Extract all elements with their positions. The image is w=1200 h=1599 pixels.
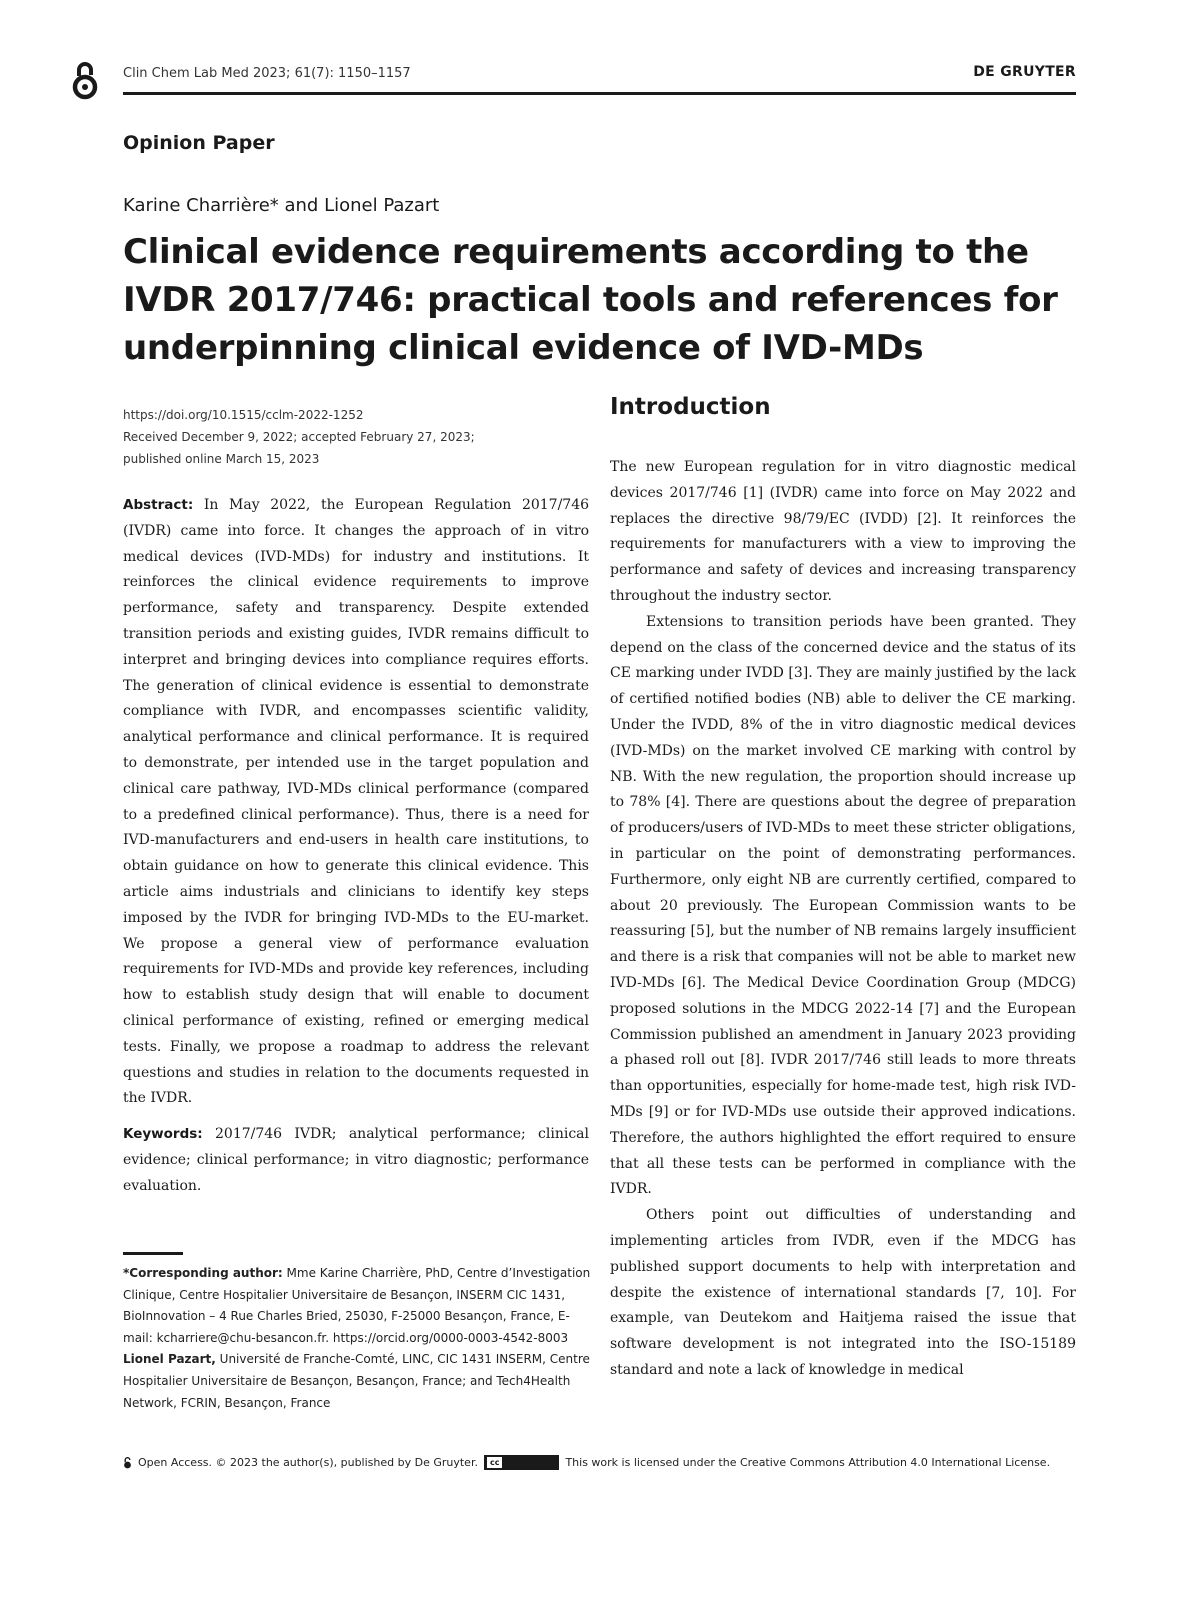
cc-badge-label: cc	[487, 1457, 502, 1468]
lock-open-icon	[123, 1457, 132, 1469]
abstract	[123, 493, 589, 1112]
abstract-text: In May 2022, the European Regulation 2017/746 (IVDR) came into force. It changes the approach of in vitro medical devices (IVD-MDs) for industry and institutions. It reinforces the clinical evidence requirements to improve performance, safety and transparency. Despite extended transition periods and existing guides, IVDR remains difficult to interpret and bringing devices into compliance requires efforts. The generation of clinical evidence is essential to demonstrate compliance with IVDR, and encompasses scientific validity, analytical performance and clinical performance. It is required to demonstrate, per intended use in the target population and clinical care pathway, IVD-MDs clinical performance (compared to a predefined clinical performance). Thus, there is a need for IVD-manufacturers and end-users in health care institutions, to obtain guidance on how to generate this clinical evidence. This article aims industrials and clinicians to identify key steps imposed by the IVDR for bringing IVD-MDs to the EU-market. We propose a general view of performance evaluation requirements for IVD-MDs and provide key references, including how to establish study design that will enable to document clinical performance of existing, refined or emerging medical tests. Finally, we propose a roadmap to address the relevant questions and studies in relation to the documents requested in the IVDR.	[123, 497, 590, 1107]
second-author-note	[123, 1349, 593, 1414]
corresponding-author-note	[123, 1263, 593, 1349]
keywords-text: 2017/746 IVDR; analytical performance; clinical evidence; clinical performance; in vitro diagnostic; performance evaluation.	[123, 1126, 590, 1194]
license-statement: This work is licensed under the Creative Commons Attribution 4.0 International License.	[565, 1456, 1051, 1469]
received-dates: Received December 9, 2022; accepted February 27, 2023;	[123, 430, 475, 444]
license-footer	[123, 1455, 1050, 1470]
corresponding-author-details: Mme Karine Charrière, PhD, Centre d’Investigation Clinique, Centre Hospitalier Universitaire de Besançon, INSERM CIC 1431, BioInnovation – 4 Rue Charles Bried, 25030, F-25000 Besançon, France, E-mail: kcharriere@chu-besancon.fr. https://orcid.org/0000-0003-4542-8003	[123, 1266, 591, 1345]
journal-citation: Clin Chem Lab Med 2023; 61(7): 1150–1157	[123, 66, 411, 81]
open-access-icon	[70, 62, 100, 100]
cc-badge-bar	[502, 1456, 558, 1469]
footnote-rule	[123, 1252, 183, 1255]
published-date: published online March 15, 2023	[123, 452, 320, 466]
keywords	[123, 1122, 589, 1199]
header-rule	[123, 92, 1076, 95]
article-meta	[123, 404, 475, 470]
intro-paragraph-3: Others point out difficulties of understanding and implementing articles from IVDR, even if the MDCG has published support documents to help with interpretation and despite the existence of international standards [7, 10]. For example, van Deutekom and Haitjema raised the issue that software development is not integrated into the ISO-15189 standard and note a lack of knowledge in medical	[610, 1207, 1076, 1378]
open-access-statement: Open Access. © 2023 the author(s), published by De Gruyter.	[138, 1456, 478, 1469]
publisher-logo: DE GRUYTER	[973, 64, 1076, 80]
corresponding-author-label: *Corresponding author:	[123, 1266, 283, 1280]
right-column	[610, 455, 1076, 1384]
intro-paragraph-2: Extensions to transition periods have been granted. They depend on the class of the concerned device and the status of its CE marking under IVDD [3]. They are mainly justified by the lack of certified notified bodies (NB) able to deliver the CE marking. Under the IVDD, 8% of the in vitro diagnostic medical devices (IVD-MDs) on the market involved CE marking with control by NB. With the new regulation, the proportion should increase up to 78% [4]. There are questions about the degree of preparation of producers/users of IVD-MDs to meet these stricter obligations, in particular on the point of demonstrating performances. Furthermore, only eight NB are currently certified, compared to about 20 previously. The European Commission wants to be reassuring [5], but the number of NB remains largely insufficient and there is a risk that companies will not be able to market new IVD-MDs [6]. The Medical Device Coordination Group (MDCG) proposed solutions in the MDCG 2022-14 [7] and the European Commission published an amendment in January 2023 providing a phased roll out [8]. IVDR 2017/746 still leads to more threats than opportunities, especially for home-made test, high risk IVD-MDs [9] or for IVD-MDs use outside their approved indications. Therefore, the authors highlighted the effort required to ensure that all these tests can be performed in compliance with the IVDR.	[610, 613, 1076, 1198]
second-author-label: Lionel Pazart,	[123, 1352, 216, 1367]
intro-paragraph-1: The new European regulation for in vitro diagnostic medical devices 2017/746 [1] (IVDR) came into force on May 2022 and replaces the directive 98/79/EC (IVDD) [2]. It reinforces the requirements for manufacturers with a view to improving the performance and safety of devices and increasing transparency throughout the industry sector.	[610, 459, 1076, 604]
doi-link[interactable]: https://doi.org/10.1515/cclm-2022-1252	[123, 408, 364, 422]
author-list: Karine Charrière* and Lionel Pazart	[123, 195, 440, 216]
introduction-heading: Introduction	[610, 394, 771, 420]
paper-title: Clinical evidence requirements according to the IVDR 2017/746: practical tools and references for underpinning clinical evidence of IVD-MDs	[123, 232, 1058, 368]
abstract-label: Abstract:	[123, 497, 194, 513]
left-column	[123, 493, 589, 1200]
footnotes	[123, 1263, 593, 1414]
second-author-details: Université de Franche-Comté, LINC, CIC 1431 INSERM, Centre Hospitalier Universitaire de Besançon, Besançon, France; and Tech4Health Network, FCRIN, Besançon, France	[123, 1352, 590, 1410]
cc-by-badge[interactable]	[484, 1455, 559, 1470]
keywords-label: Keywords:	[123, 1126, 203, 1143]
article-type: Opinion Paper	[123, 132, 275, 154]
